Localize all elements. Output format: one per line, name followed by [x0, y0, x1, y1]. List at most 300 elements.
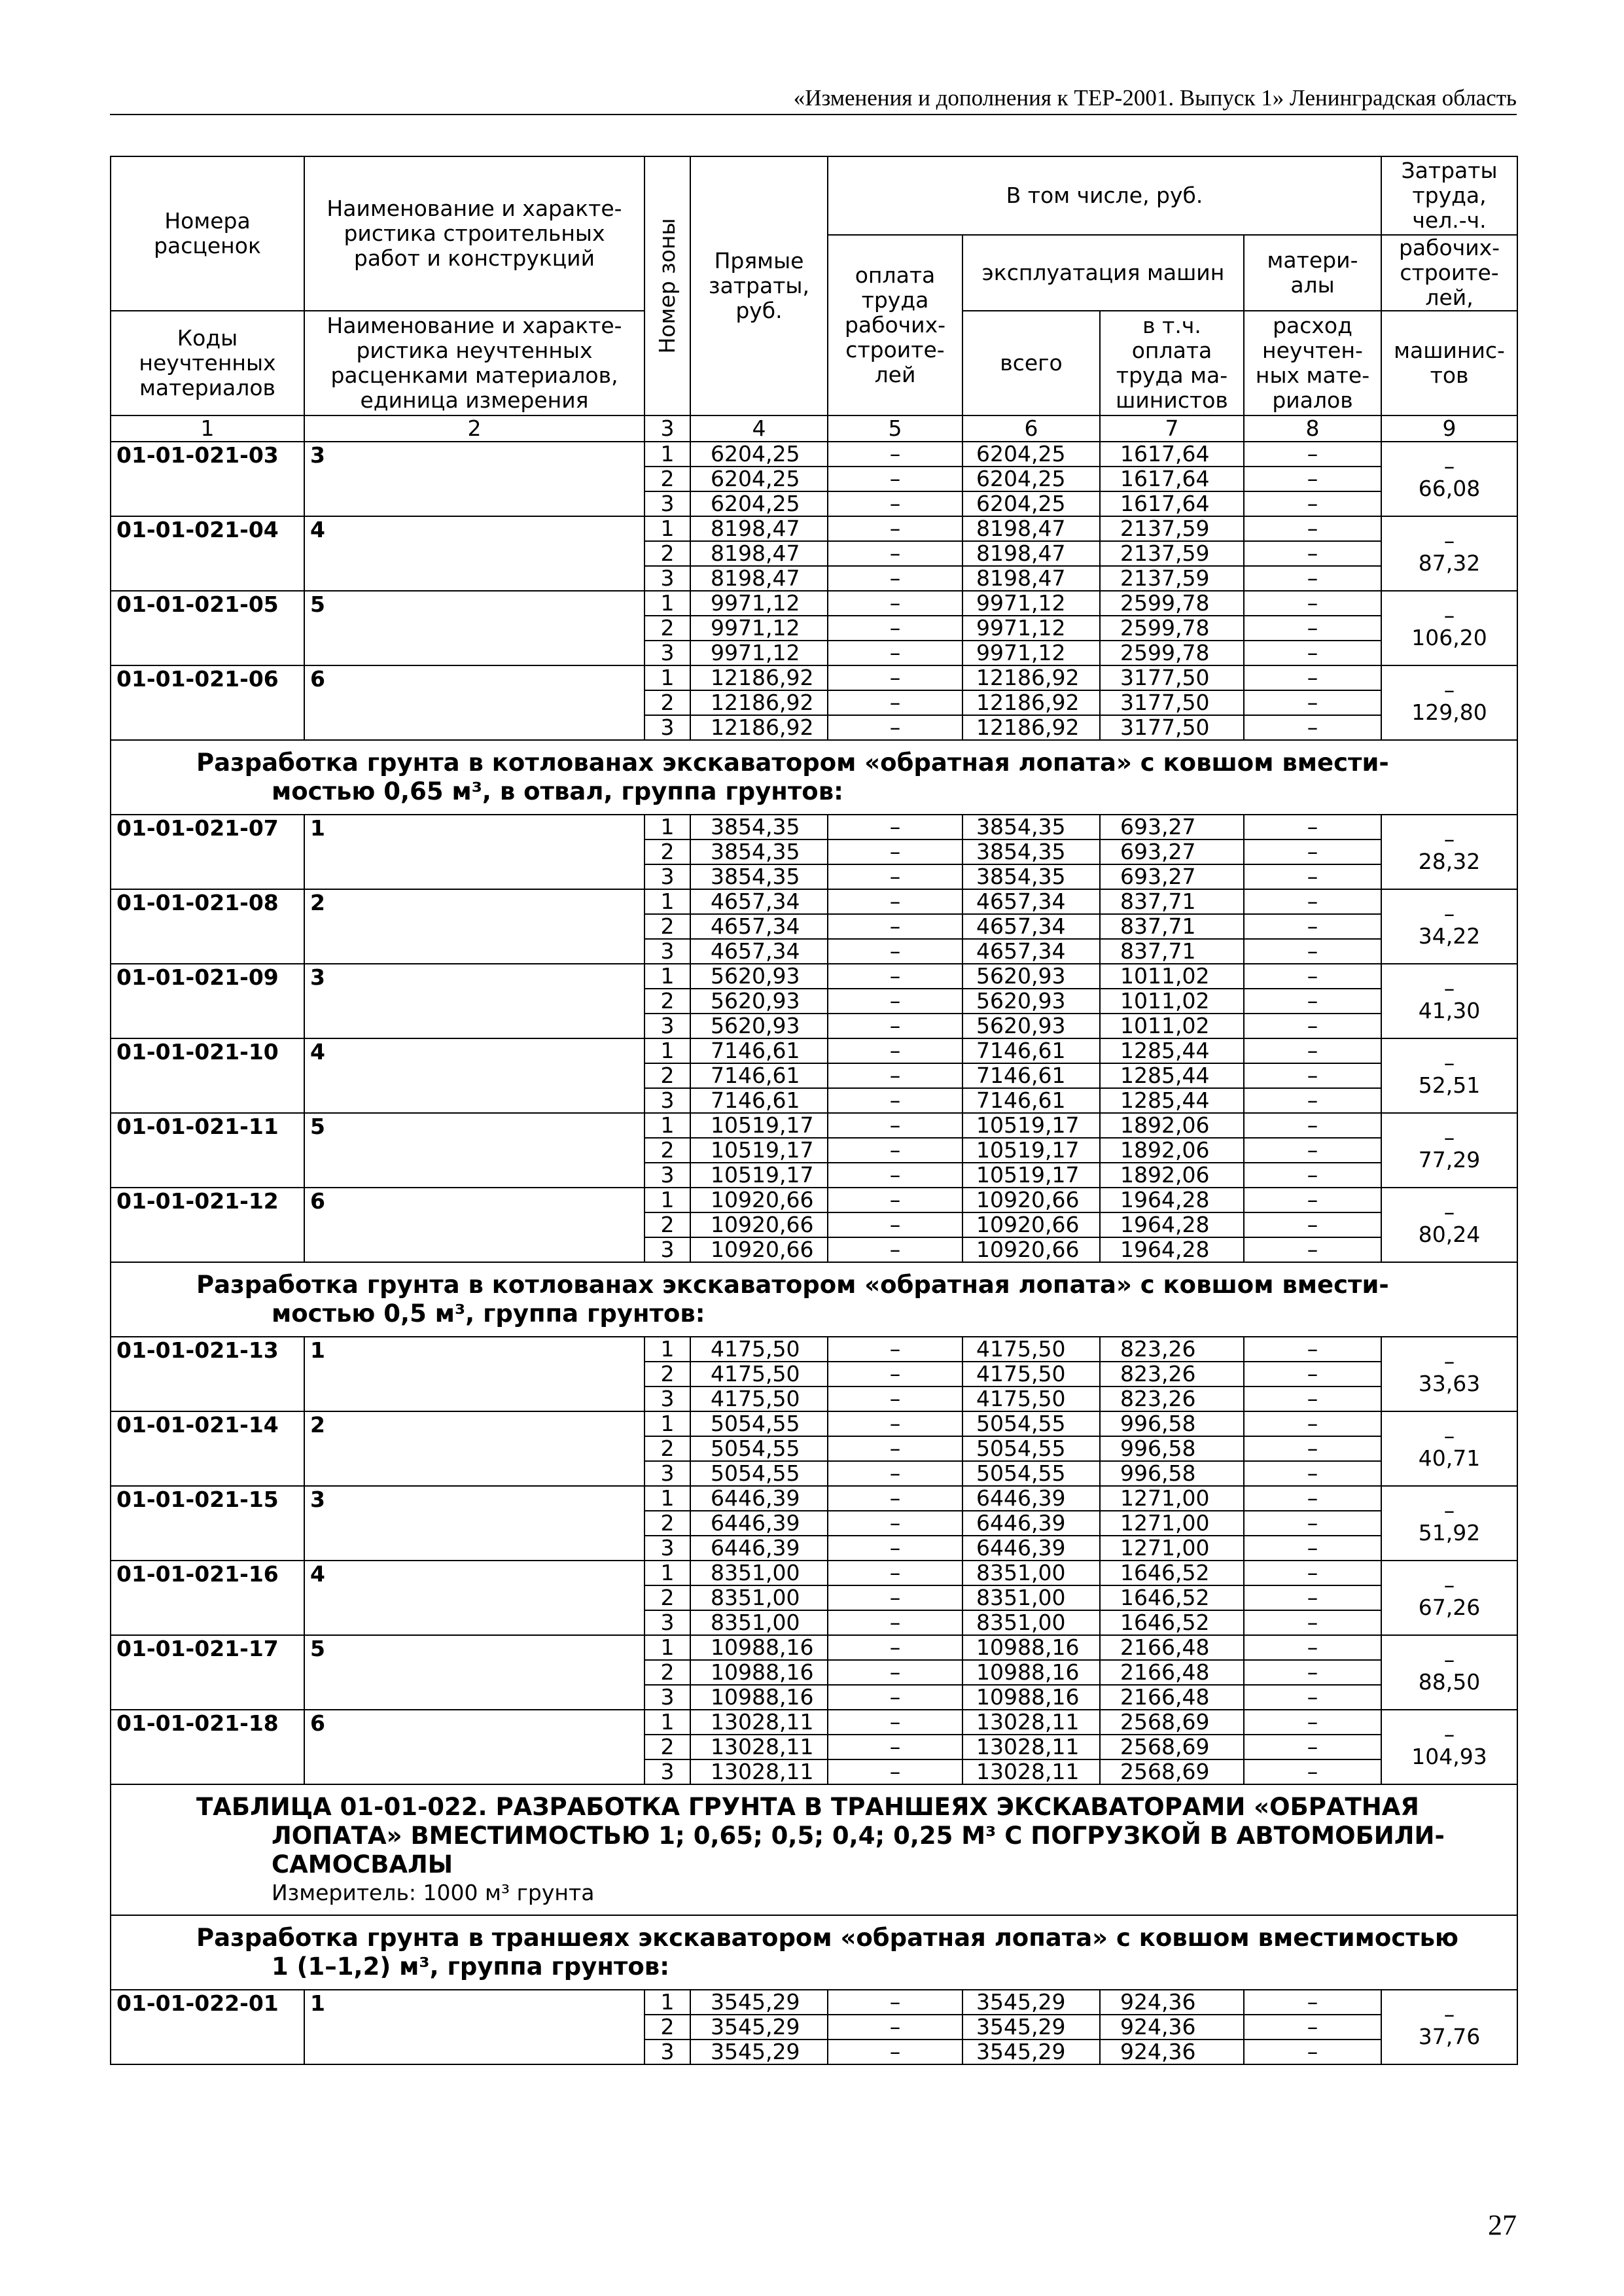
materials: –	[1244, 1386, 1381, 1411]
table-row	[111, 1188, 1517, 1212]
wages: –	[828, 1610, 962, 1635]
section-heading	[111, 740, 1517, 815]
machines-total: 6446,39	[962, 1511, 1100, 1536]
machines-wages: 924,36	[1100, 2015, 1244, 2040]
machines-wages: 2166,48	[1100, 1635, 1244, 1660]
machines-total: 5620,93	[962, 964, 1100, 989]
wages: –	[828, 1436, 962, 1461]
direct-costs: 12186,92	[690, 690, 828, 715]
zone-number: 2	[644, 1138, 690, 1163]
direct-costs: 4657,34	[690, 889, 828, 914]
section-heading-line: Разработка грунта в котлованах экскаватором «обратная лопата» с ковшом вмести-	[196, 1271, 1389, 1299]
machines-total: 4657,34	[962, 939, 1100, 964]
header-name-top: Наименование и характе-ристика строительных работ и конструкций	[304, 156, 644, 311]
machines-total: 6204,25	[962, 491, 1100, 516]
wages: –	[828, 516, 962, 541]
zone-number: 3	[644, 1014, 690, 1038]
machines-total: 3854,35	[962, 864, 1100, 889]
machines-wages: 1271,00	[1100, 1511, 1244, 1536]
table-title	[111, 1784, 1517, 1915]
labor-machinists-value: 51,92	[1418, 1520, 1481, 1545]
machines-total: 13028,11	[962, 1735, 1100, 1759]
table-row	[111, 1411, 1517, 1436]
direct-costs: 3545,29	[690, 2015, 828, 2040]
machines-wages: 1892,06	[1100, 1113, 1244, 1138]
wages: –	[828, 491, 962, 516]
machines-wages: 924,36	[1100, 2040, 1244, 2064]
machines-wages: 837,71	[1100, 889, 1244, 914]
materials: –	[1244, 1212, 1381, 1237]
labor-machinists-value: 88,50	[1418, 1669, 1481, 1695]
machines-wages: 693,27	[1100, 839, 1244, 864]
labor-costs	[1381, 1486, 1517, 1561]
labor-costs	[1381, 1188, 1517, 1262]
wages: –	[828, 1362, 962, 1386]
machines-total: 8351,00	[962, 1561, 1100, 1585]
machines-total: 8351,00	[962, 1585, 1100, 1610]
materials: –	[1244, 2015, 1381, 2040]
labor-machinists-value: 34,22	[1418, 923, 1481, 949]
header-rule	[110, 114, 1517, 115]
rate-name: 6	[304, 1188, 644, 1262]
machines-wages: 823,26	[1100, 1362, 1244, 1386]
direct-costs: 7146,61	[690, 1063, 828, 1088]
labor-builders-value: –	[1443, 1199, 1455, 1225]
wages: –	[828, 591, 962, 616]
rate-code: 01-01-021-07	[111, 815, 304, 889]
direct-costs: 10519,17	[690, 1138, 828, 1163]
direct-costs: 10920,66	[690, 1212, 828, 1237]
machines-wages: 1285,44	[1100, 1038, 1244, 1063]
wages: –	[828, 1990, 962, 2015]
zone-number: 1	[644, 1990, 690, 2015]
zone-number: 1	[644, 442, 690, 467]
wages: –	[828, 442, 962, 467]
labor-machinists-value: 41,30	[1418, 998, 1481, 1023]
direct-costs: 4657,34	[690, 914, 828, 939]
materials: –	[1244, 467, 1381, 491]
zone-number: 3	[644, 1163, 690, 1188]
zone-number: 1	[644, 1561, 690, 1585]
machines-wages: 1964,28	[1100, 1212, 1244, 1237]
direct-costs: 9971,12	[690, 616, 828, 641]
wages: –	[828, 989, 962, 1014]
direct-costs: 12186,92	[690, 715, 828, 740]
materials: –	[1244, 815, 1381, 839]
materials: –	[1244, 1188, 1381, 1212]
direct-costs: 6204,25	[690, 491, 828, 516]
zone-number: 3	[644, 864, 690, 889]
zone-number: 1	[644, 516, 690, 541]
materials: –	[1244, 1113, 1381, 1138]
materials: –	[1244, 591, 1381, 616]
section-heading	[111, 1915, 1517, 1990]
wages: –	[828, 1212, 962, 1237]
wages: –	[828, 1163, 962, 1188]
zone-number: 1	[644, 591, 690, 616]
machines-wages: 2137,59	[1100, 541, 1244, 566]
labor-builders-value: –	[1443, 1498, 1455, 1523]
wages: –	[828, 889, 962, 914]
header-zone-label: Номер зоны	[654, 218, 680, 354]
materials: –	[1244, 665, 1381, 690]
rate-code: 01-01-021-05	[111, 591, 304, 665]
direct-costs: 9971,12	[690, 591, 828, 616]
zone-number: 3	[644, 939, 690, 964]
rate-name: 5	[304, 1635, 644, 1710]
rate-code: 01-01-021-12	[111, 1188, 304, 1262]
table-title-line: ТАБЛИЦА 01-01-022. РАЗРАБОТКА ГРУНТА В ТРАНШЕЯХ ЭКСКАВАТОРАМИ «ОБРАТНАЯ	[196, 1793, 1419, 1821]
materials: –	[1244, 2040, 1381, 2064]
machines-total: 10519,17	[962, 1138, 1100, 1163]
wages: –	[828, 1386, 962, 1411]
machines-wages: 837,71	[1100, 914, 1244, 939]
table-title-row	[111, 1784, 1517, 1915]
wages: –	[828, 1536, 962, 1561]
rate-code: 01-01-021-03	[111, 442, 304, 516]
wages: –	[828, 1088, 962, 1113]
machines-total: 10988,16	[962, 1660, 1100, 1685]
machines-total: 13028,11	[962, 1759, 1100, 1784]
zone-number: 2	[644, 1436, 690, 1461]
direct-costs: 12186,92	[690, 665, 828, 690]
column-number: 8	[1244, 415, 1381, 442]
rate-name: 1	[304, 1990, 644, 2064]
materials: –	[1244, 1411, 1381, 1436]
machines-wages: 996,58	[1100, 1461, 1244, 1486]
labor-machinists-value: 37,76	[1418, 2024, 1481, 2049]
machines-total: 8351,00	[962, 1610, 1100, 1635]
machines-total: 6446,39	[962, 1536, 1100, 1561]
direct-costs: 10920,66	[690, 1237, 828, 1262]
materials: –	[1244, 1635, 1381, 1660]
wages: –	[828, 566, 962, 591]
direct-costs: 4175,50	[690, 1386, 828, 1411]
machines-wages: 3177,50	[1100, 715, 1244, 740]
rate-code: 01-01-021-16	[111, 1561, 304, 1635]
direct-costs: 7146,61	[690, 1038, 828, 1063]
wages: –	[828, 1635, 962, 1660]
wages: –	[828, 2040, 962, 2064]
direct-costs: 5620,93	[690, 989, 828, 1014]
materials: –	[1244, 516, 1381, 541]
header-wages: оплата труда рабочих-строите-лей	[828, 235, 962, 415]
zone-number: 2	[644, 467, 690, 491]
zone-number: 2	[644, 690, 690, 715]
table-row	[111, 1337, 1517, 1362]
rate-name: 6	[304, 1710, 644, 1784]
labor-machinists-value: 87,32	[1418, 550, 1481, 576]
zone-number: 2	[644, 1362, 690, 1386]
direct-costs: 8351,00	[690, 1561, 828, 1585]
section-heading-row	[111, 740, 1517, 815]
materials: –	[1244, 1561, 1381, 1585]
labor-costs	[1381, 815, 1517, 889]
direct-costs: 13028,11	[690, 1759, 828, 1784]
materials: –	[1244, 690, 1381, 715]
machines-total: 5054,55	[962, 1436, 1100, 1461]
column-numbers-row	[111, 415, 1517, 442]
machines-total: 6446,39	[962, 1486, 1100, 1511]
machines-wages: 2599,78	[1100, 591, 1244, 616]
column-number: 4	[690, 415, 828, 442]
machines-total: 6204,25	[962, 467, 1100, 491]
labor-machinists-value: 33,63	[1418, 1371, 1481, 1396]
direct-costs: 6446,39	[690, 1486, 828, 1511]
materials: –	[1244, 1585, 1381, 1610]
direct-costs: 8198,47	[690, 566, 828, 591]
zone-number: 1	[644, 815, 690, 839]
header-labor-builders: рабочих-строите-лей,	[1381, 235, 1517, 311]
price-table	[110, 156, 1518, 2065]
direct-costs: 3854,35	[690, 864, 828, 889]
direct-costs: 3854,35	[690, 815, 828, 839]
table-row	[111, 1990, 1517, 2015]
machines-wages: 2166,48	[1100, 1660, 1244, 1685]
table-header	[111, 156, 1517, 442]
direct-costs: 13028,11	[690, 1710, 828, 1735]
wages: –	[828, 1461, 962, 1486]
zone-number: 1	[644, 1635, 690, 1660]
machines-total: 4657,34	[962, 889, 1100, 914]
direct-costs: 8198,47	[690, 516, 828, 541]
machines-total: 5054,55	[962, 1411, 1100, 1436]
materials: –	[1244, 1014, 1381, 1038]
machines-wages: 1271,00	[1100, 1486, 1244, 1511]
header-machines-wages: в т.ч. оплата труда ма-шинистов	[1100, 311, 1244, 415]
zone-number: 1	[644, 964, 690, 989]
direct-costs: 8351,00	[690, 1585, 828, 1610]
rate-code: 01-01-021-11	[111, 1113, 304, 1188]
section-heading-line: 1 (1–1,2) м³, группа грунтов:	[272, 1952, 669, 1981]
wages: –	[828, 1511, 962, 1536]
direct-costs: 3854,35	[690, 839, 828, 864]
machines-total: 3854,35	[962, 839, 1100, 864]
direct-costs: 10988,16	[690, 1635, 828, 1660]
machines-total: 5620,93	[962, 1014, 1100, 1038]
direct-costs: 6204,25	[690, 442, 828, 467]
wages: –	[828, 1038, 962, 1063]
wages: –	[828, 1486, 962, 1511]
machines-total: 12186,92	[962, 715, 1100, 740]
machines-total: 7146,61	[962, 1038, 1100, 1063]
zone-number: 1	[644, 1411, 690, 1436]
table-row	[111, 964, 1517, 989]
rate-code: 01-01-022-01	[111, 1990, 304, 2064]
machines-wages: 1892,06	[1100, 1138, 1244, 1163]
machines-wages: 3177,50	[1100, 690, 1244, 715]
materials: –	[1244, 964, 1381, 989]
materials: –	[1244, 715, 1381, 740]
labor-costs	[1381, 442, 1517, 516]
materials: –	[1244, 1610, 1381, 1635]
wages: –	[828, 1337, 962, 1362]
machines-total: 10988,16	[962, 1635, 1100, 1660]
labor-costs	[1381, 516, 1517, 591]
materials: –	[1244, 442, 1381, 467]
wages: –	[828, 839, 962, 864]
materials: –	[1244, 989, 1381, 1014]
rate-name: 1	[304, 1337, 644, 1411]
direct-costs: 10988,16	[690, 1685, 828, 1710]
zone-number: 3	[644, 1237, 690, 1262]
machines-wages: 2568,69	[1100, 1759, 1244, 1784]
machines-wages: 2599,78	[1100, 641, 1244, 665]
labor-builders-value: –	[1443, 677, 1455, 703]
zone-number: 1	[644, 1486, 690, 1511]
section-heading	[111, 1262, 1517, 1337]
section-heading-line: Разработка грунта в котлованах экскаватором «обратная лопата» с ковшом вмести-	[196, 749, 1389, 777]
direct-costs: 8198,47	[690, 541, 828, 566]
zone-number: 2	[644, 541, 690, 566]
table-row	[111, 1635, 1517, 1660]
header-materials-top: матери-алы	[1244, 235, 1381, 311]
table-row	[111, 516, 1517, 541]
machines-wages: 2568,69	[1100, 1710, 1244, 1735]
machines-wages: 1285,44	[1100, 1088, 1244, 1113]
rate-code: 01-01-021-08	[111, 889, 304, 964]
table-title-line: ЛОПАТА» ВМЕСТИМОСТЬЮ 1; 0,65; 0,5; 0,4; 0,25 М³ С ПОГРУЗКОЙ В АВТОМОБИЛИ-	[272, 1822, 1445, 1850]
materials: –	[1244, 939, 1381, 964]
materials: –	[1244, 1536, 1381, 1561]
labor-costs	[1381, 1561, 1517, 1635]
wages: –	[828, 690, 962, 715]
materials: –	[1244, 1362, 1381, 1386]
rate-name: 3	[304, 1486, 644, 1561]
machines-total: 3545,29	[962, 1990, 1100, 2015]
zone-number: 2	[644, 2015, 690, 2040]
materials: –	[1244, 1436, 1381, 1461]
zone-number: 2	[644, 1063, 690, 1088]
materials: –	[1244, 566, 1381, 591]
direct-costs: 4657,34	[690, 939, 828, 964]
table-row	[111, 442, 1517, 467]
machines-wages: 1285,44	[1100, 1063, 1244, 1088]
table-row	[111, 591, 1517, 616]
zone-number: 1	[644, 1188, 690, 1212]
machines-total: 8198,47	[962, 541, 1100, 566]
table-row	[111, 815, 1517, 839]
section-heading-line: Разработка грунта в траншеях экскаватором «обратная лопата» с ковшом вместимостью	[196, 1924, 1459, 1952]
wages: –	[828, 864, 962, 889]
labor-builders-value: –	[1443, 826, 1455, 852]
wages: –	[828, 939, 962, 964]
labor-costs	[1381, 665, 1517, 740]
rate-name: 2	[304, 1411, 644, 1486]
column-number: 2	[304, 415, 644, 442]
machines-wages: 693,27	[1100, 815, 1244, 839]
header-machines: эксплуатация машин	[962, 235, 1244, 311]
labor-machinists-value: 80,24	[1418, 1222, 1481, 1247]
zone-number: 3	[644, 1759, 690, 1784]
rate-code: 01-01-021-14	[111, 1411, 304, 1486]
direct-costs: 13028,11	[690, 1735, 828, 1759]
zone-number: 1	[644, 1113, 690, 1138]
machines-total: 10920,66	[962, 1212, 1100, 1237]
wages: –	[828, 665, 962, 690]
direct-costs: 5054,55	[690, 1411, 828, 1436]
wages: –	[828, 616, 962, 641]
section-heading-row	[111, 1915, 1517, 1990]
wages: –	[828, 815, 962, 839]
table-row	[111, 665, 1517, 690]
labor-builders-value: –	[1443, 1572, 1455, 1598]
wages: –	[828, 1411, 962, 1436]
rate-name: 1	[304, 815, 644, 889]
wages: –	[828, 1759, 962, 1784]
table-row	[111, 1038, 1517, 1063]
labor-builders-value: –	[1443, 1647, 1455, 1672]
materials: –	[1244, 889, 1381, 914]
wages: –	[828, 641, 962, 665]
materials: –	[1244, 1163, 1381, 1188]
machines-total: 4175,50	[962, 1362, 1100, 1386]
machines-wages: 1011,02	[1100, 964, 1244, 989]
column-number: 3	[644, 415, 690, 442]
wages: –	[828, 1188, 962, 1212]
zone-number: 2	[644, 989, 690, 1014]
direct-costs: 10920,66	[690, 1188, 828, 1212]
zone-number: 3	[644, 641, 690, 665]
rate-name: 6	[304, 665, 644, 740]
machines-wages: 996,58	[1100, 1411, 1244, 1436]
wages: –	[828, 1735, 962, 1759]
machines-wages: 1011,02	[1100, 989, 1244, 1014]
wages: –	[828, 1561, 962, 1585]
header-including: В том числе, руб.	[828, 156, 1381, 235]
wages: –	[828, 964, 962, 989]
labor-builders-value: –	[1443, 2002, 1455, 2027]
wages: –	[828, 1138, 962, 1163]
machines-total: 4657,34	[962, 914, 1100, 939]
labor-builders-value: –	[1443, 976, 1455, 1001]
direct-costs: 5054,55	[690, 1436, 828, 1461]
materials: –	[1244, 1486, 1381, 1511]
materials: –	[1244, 1038, 1381, 1063]
table-body	[111, 442, 1517, 2064]
section-heading-line: мостью 0,65 м³, в отвал, группа грунтов:	[272, 777, 843, 805]
wages: –	[828, 1237, 962, 1262]
table-measure: Измеритель: 1000 м³ грунта	[272, 1880, 595, 1905]
materials: –	[1244, 1759, 1381, 1784]
table-row	[111, 1486, 1517, 1511]
zone-number: 2	[644, 914, 690, 939]
direct-costs: 8351,00	[690, 1610, 828, 1635]
direct-costs: 6204,25	[690, 467, 828, 491]
machines-wages: 996,58	[1100, 1436, 1244, 1461]
labor-builders-value: –	[1443, 453, 1455, 479]
direct-costs: 9971,12	[690, 641, 828, 665]
machines-wages: 924,36	[1100, 1990, 1244, 2015]
zone-number: 2	[644, 1735, 690, 1759]
wages: –	[828, 467, 962, 491]
wages: –	[828, 1585, 962, 1610]
materials: –	[1244, 641, 1381, 665]
zone-number: 3	[644, 491, 690, 516]
machines-total: 5054,55	[962, 1461, 1100, 1486]
running-title: «Изменения и дополнения к ТЕР-2001. Выпуск 1» Ленинградская область	[793, 85, 1517, 111]
column-number: 1	[111, 415, 304, 442]
materials: –	[1244, 1710, 1381, 1735]
table-title-line: САМОСВАЛЫ	[272, 1850, 453, 1879]
labor-costs	[1381, 1113, 1517, 1188]
table-row	[111, 1113, 1517, 1138]
header-name-bottom: Наименование и характе-ристика неучтенных расценками материалов, единица измерения	[304, 311, 644, 415]
wages: –	[828, 715, 962, 740]
header-materials-bottom: расход неучтен-ных мате-риалов	[1244, 311, 1381, 415]
materials: –	[1244, 1660, 1381, 1685]
direct-costs: 6446,39	[690, 1511, 828, 1536]
